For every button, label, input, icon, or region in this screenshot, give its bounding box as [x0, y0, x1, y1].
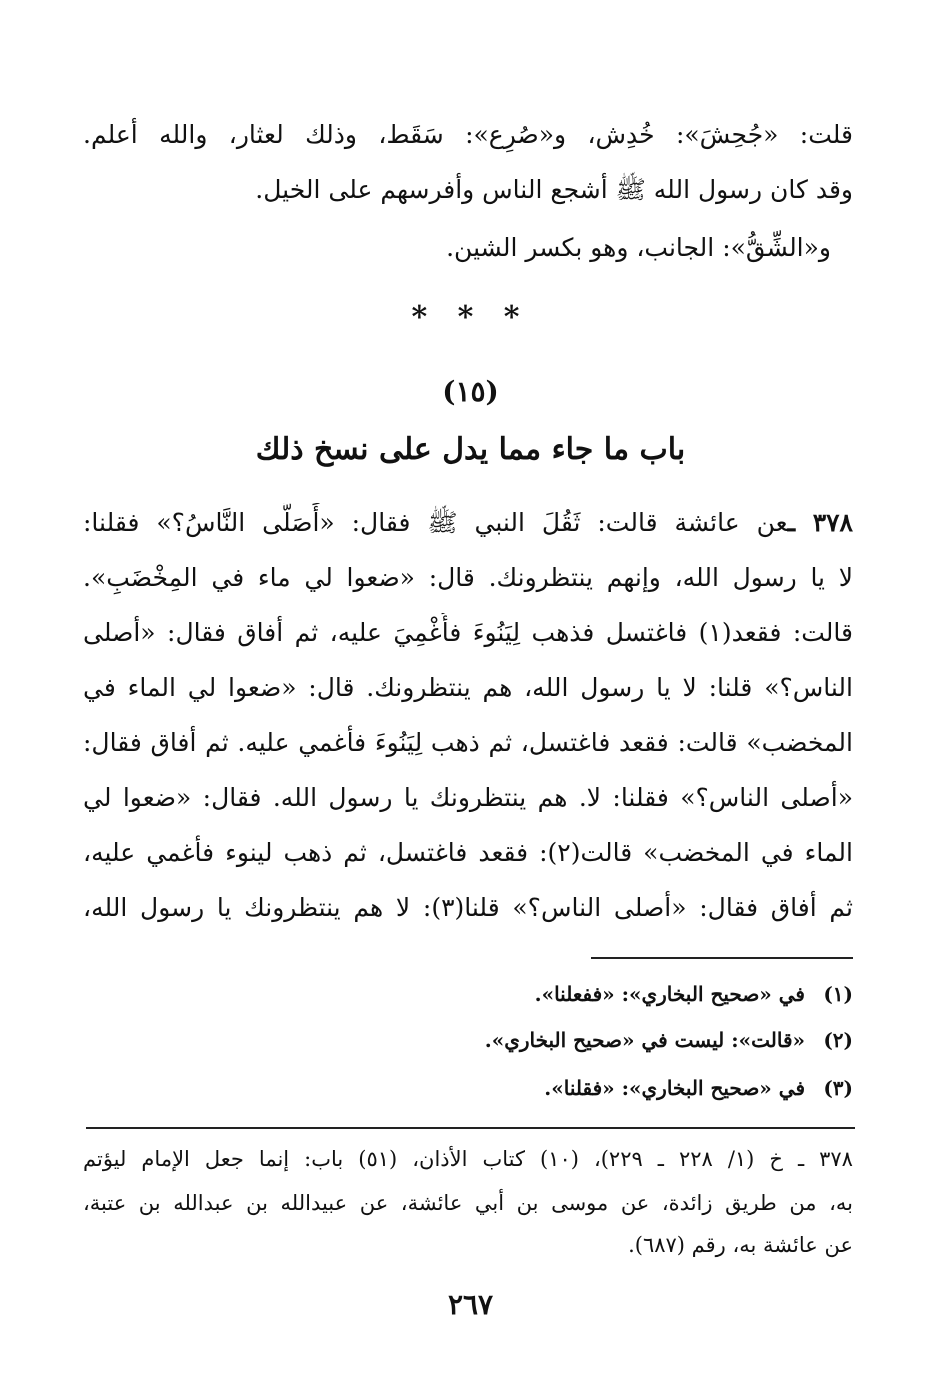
intro-line-3: و«الشِّقُّ»: الجانب، وهو بكسر الشين.	[446, 233, 831, 262]
chapter-number: (١٥)	[442, 375, 499, 408]
intro-line-2: وقد كان رسول الله ﷺ أشجع الناس وأفرسهم على الخيل.	[255, 175, 853, 204]
source-line-1: ٣٧٨ ـ خ (١/ ٢٢٨ ـ ٢٢٩)، (١٠) كتاب الأذان، (٥١) باب: إنما جعل الإمام ليؤتم	[83, 1147, 853, 1171]
hadith-line-1	[83, 503, 853, 543]
hadith-line-4: الناس؟» قلنا: لا يا رسول الله، هم ينتظرونك. قال: «ضعوا لي الماء في	[83, 673, 853, 702]
section-separator: * * *	[411, 300, 530, 335]
footnote-3	[83, 1073, 853, 1103]
hadith-line-5: المخضب» قالت: فقعد فاغتسل، ثم ذهب لِيَنُوءَ فأغمي عليه. ثم أفاق فقال:	[83, 728, 853, 757]
hadith-line-6: «أصلى الناس؟» فقلنا: لا. هم ينتظرونك يا رسول الله. فقال: «ضعوا لي	[83, 783, 853, 812]
source-divider	[86, 1127, 855, 1129]
footnote-1-mark: (١)	[823, 982, 853, 1006]
source-line-2: به، من طريق زائدة، عن موسى بن أبي عائشة، عن عبيدالله بن عبدالله بن عتبة،	[83, 1191, 853, 1215]
source-line-3: عن عائشة به، رقم (٦٨٧).	[628, 1233, 853, 1257]
footnote-2-mark: (٢)	[823, 1028, 853, 1052]
footnote-divider	[591, 957, 853, 959]
hadith-number: ٣٧٨ ـ	[787, 508, 853, 537]
page-number: ٢٦٧	[447, 1288, 494, 1321]
footnote-1-text: في «صحيح البخاري»: «ففعلنا».	[534, 982, 805, 1006]
footnote-3-mark: (٣)	[823, 1076, 853, 1100]
footnote-2	[83, 1025, 853, 1055]
hadith-line-2: لا يا رسول الله، وإنهم ينتظرونك. قال: «ضعوا لي ماء في المِخْضَبِ».	[83, 563, 853, 592]
hadith-line-8: ثم أفاق فقال: «أصلى الناس؟» قلنا(٣): لا هم ينتظرونك يا رسول الله،	[83, 893, 853, 922]
footnote-1	[83, 979, 853, 1009]
footnote-2-text: «قالت»: ليست في «صحيح البخاري».	[484, 1028, 805, 1052]
hadith-line-3: قالت: فقعد(١) فاغتسل فذهب لِيَنُوءَ فأُغْمِيَ عليه، ثم أفاق فقال: «أصلى	[83, 618, 853, 647]
footnote-3-text: في «صحيح البخاري»: «فقلنا».	[544, 1076, 805, 1100]
intro-line-1: قلت: «جُحِشَ»: خُدِش، و«صُرِع»: سَقَط، وذلك لعثار، والله أعلم.	[83, 120, 853, 149]
chapter-title: باب ما جاء مما يدل على نسخ ذلك	[255, 432, 686, 467]
hadith-line-7: الماء في المخضب» قالت(٢): فقعد فاغتسل، ثم ذهب لينوء فأغمي عليه،	[83, 838, 853, 867]
hadith-line-1-text: عن عائشة قالت: ثَقُلَ النبي ﷺ فقال: «أَصَلَّى النَّاسُ؟» فقلنا:	[83, 508, 788, 537]
